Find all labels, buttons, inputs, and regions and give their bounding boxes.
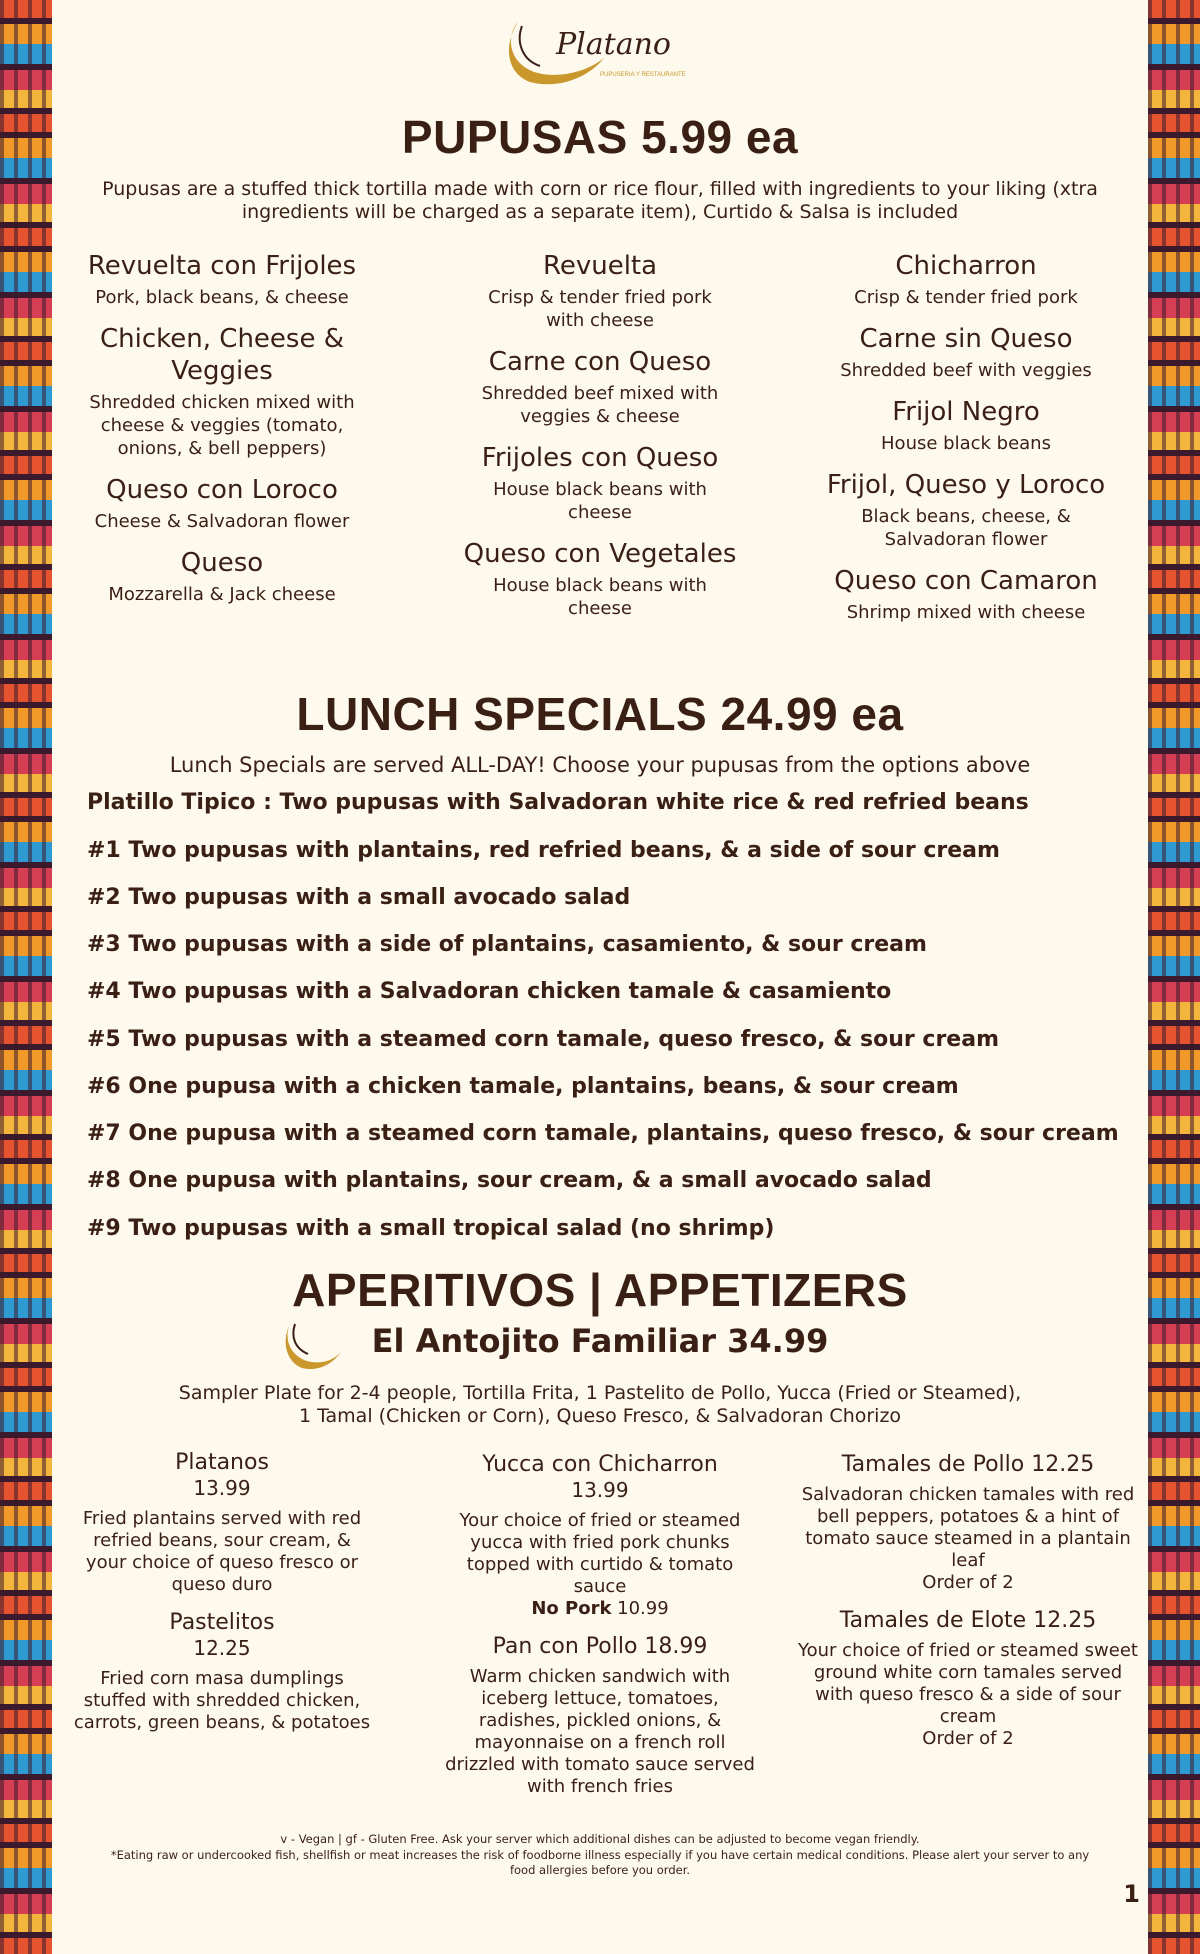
item-name: Queso [180, 548, 264, 578]
item-description: Shredded chicken mixed with cheese & veggies (tomato, onions, & bell peppers) [89, 392, 355, 459]
menu-item [796, 250, 1136, 309]
lunch-item: #6 One pupusa with a chicken tamale, plantains, beans, & sour cream [87, 1074, 959, 1099]
decorative-border-right [1148, 0, 1200, 1954]
item-description: Your choice of fried or steamed yucca with fried pork chunks topped with curtido & tomato sauce [459, 1510, 741, 1597]
menu-item [432, 250, 768, 332]
platano-logo-icon [500, 18, 700, 94]
item-name: Revuelta [542, 251, 658, 281]
item-description: Black beans, cheese, & Salvadoran flower [861, 506, 1071, 550]
item-name: Tamales de Elote 12.25 [839, 1608, 1097, 1633]
item-description: House black beans with cheese [493, 479, 707, 523]
pupusas-title: PUPUSAS 5.99 ea [401, 111, 799, 163]
menu-item [796, 323, 1136, 382]
lunch-item: #4 Two pupusas with a Salvadoran chicken tamale & casamiento [87, 979, 892, 1004]
item-name: Frijol Negro [892, 397, 1040, 427]
item-description: Fried corn masa dumplings stuffed with shredded chicken, carrots, green beans, & potatoes [73, 1668, 371, 1733]
feature-item-name: El Antojito Familiar 34.99 [371, 1322, 829, 1360]
item-name: Pastelitos [169, 1610, 275, 1635]
item-name: Queso con Camaron [834, 566, 1098, 596]
menu-item [62, 323, 382, 460]
item-name: Revuelta con Frijoles [87, 251, 357, 281]
menu-item [432, 442, 768, 524]
appetizers-column-3 [792, 1452, 1144, 1764]
footer-note-allergy: *Eating raw or undercooked fish, shellfish or meat increases the risk of foodborne illness especially if you have certain medical conditions. Please alert your server to any food allergies before you order. [110, 1848, 1090, 1877]
item-description: Cheese & Salvadoran flower [94, 511, 350, 532]
feature-row [52, 1318, 1148, 1362]
menu-item [796, 396, 1136, 455]
menu-item [62, 474, 382, 533]
item-description: House black beans with cheese [493, 575, 707, 619]
item-name: Frijoles con Queso [481, 443, 719, 473]
menu-item [432, 1452, 768, 1620]
item-description: Shredded beef with veggies [840, 360, 1092, 381]
item-name: Carne sin Queso [859, 324, 1073, 354]
item-price: 13.99 [193, 1476, 251, 1500]
pupusas-column-3 [796, 250, 1136, 638]
item-name: Platanos [175, 1450, 269, 1475]
item-description: Crisp & tender fried pork with cheese [488, 287, 712, 331]
order-size: Order of 2 [922, 1572, 1014, 1593]
lunch-item: #7 One pupusa with a steamed corn tamale, plantains, queso fresco, & sour cream [87, 1121, 1119, 1146]
menu-item [62, 547, 382, 606]
decorative-border-left [0, 0, 52, 1954]
lunch-item: Platillo Tipico : Two pupusas with Salvadoran white rice & red refried beans [87, 790, 1029, 815]
item-name: Frijol, Queso y Loroco [826, 470, 1106, 500]
footer-note-vegan: v - Vegan | gf - Gluten Free. Ask your server which additional dishes can be adjusted to become vegan friendly. [280, 1832, 920, 1846]
menu-item [796, 565, 1136, 624]
lunch-item: #5 Two pupusas with a steamed corn tamale, queso fresco, & sour cream [87, 1027, 999, 1052]
menu-item [432, 1634, 768, 1798]
order-size: Order of 2 [922, 1728, 1014, 1749]
item-description: Salvadoran chicken tamales with red bell peppers, potatoes & a hint of tomato sauce steamed in a plantain leaf [801, 1484, 1135, 1571]
menu-item [792, 1608, 1144, 1750]
item-name: Pan con Pollo 18.99 [492, 1634, 708, 1659]
logo [52, 18, 1148, 96]
menu-item [796, 469, 1136, 551]
menu-item [72, 1450, 372, 1596]
no-pork-price: 10.99 [611, 1598, 669, 1619]
item-description: Shrimp mixed with cheese [846, 602, 1086, 623]
item-description: House black beans [881, 433, 1051, 454]
lunch-intro: Lunch Specials are served ALL-DAY! Choose your pupusas from the options above [169, 753, 1031, 777]
menu-item [62, 250, 382, 309]
menu-item [72, 1610, 372, 1734]
item-description: Shredded beef mixed with veggies & cheese [481, 383, 719, 427]
feature-item-description: Sampler Plate for 2-4 people, Tortilla Frita, 1 Pastelito de Pollo, Yucca (Fried or Steamed), 1 Tamal (Chicken or Corn), Queso Fresco, & Salvadoran Chorizo [178, 1382, 1022, 1427]
page-number: 1 [1123, 1880, 1140, 1908]
menu-item [432, 346, 768, 428]
no-pork-label: No Pork [531, 1598, 612, 1619]
logo-tagline: PUPUSERIA Y RESTAURANTE [600, 72, 686, 78]
item-price: 13.99 [571, 1478, 629, 1502]
lunch-item: #8 One pupusa with plantains, sour cream, & a small avocado salad [87, 1168, 932, 1193]
lunch-item: #1 Two pupusas with plantains, red refried beans, & a side of sour cream [87, 838, 1000, 863]
item-name: Chicken, Cheese & Veggies [100, 324, 344, 386]
item-description: Your choice of fried or steamed sweet ground white corn tamales served with queso fresco & a side of sour cream [798, 1640, 1138, 1727]
lunch-item: #3 Two pupusas with a side of plantains, casamiento, & sour cream [87, 932, 927, 957]
appetizers-column-1 [72, 1450, 372, 1748]
appetizers-column-2 [432, 1452, 768, 1812]
item-description: Pork, black beans, & cheese [95, 287, 349, 308]
item-name: Tamales de Pollo 12.25 [841, 1452, 1095, 1477]
item-name: Carne con Queso [488, 347, 712, 377]
item-name: Queso con Vegetales [463, 539, 737, 569]
item-name: Chicharron [895, 251, 1037, 281]
item-description: Warm chicken sandwich with iceberg lettuce, tomatoes, radishes, pickled onions, & mayonnaise on a french roll drizzled with tomato sauce served with french fries [445, 1666, 755, 1797]
item-description: Fried plantains served with red refried beans, sour cream, & your choice of queso fresco or queso duro [82, 1508, 362, 1595]
pupusas-column-2 [432, 250, 768, 634]
pupusas-column-1 [62, 250, 382, 620]
lunch-item: #2 Two pupusas with a small avocado salad [87, 885, 631, 910]
lunch-title: LUNCH SPECIALS 24.99 ea [296, 688, 904, 740]
pupusas-intro: Pupusas are a stuffed thick tortilla made with corn or rice flour, filled with ingredients to your liking (xtra ingredients will be charged as a separate item), Curtido & Salsa is included [102, 178, 1098, 223]
menu-page [52, 0, 1148, 1954]
item-description: Mozzarella & Jack cheese [108, 584, 336, 605]
logo-wordmark: Platano [556, 27, 671, 62]
menu-item [432, 538, 768, 620]
lunch-item: #9 Two pupusas with a small tropical salad (no shrimp) [87, 1216, 775, 1241]
item-name: Yucca con Chicharron [482, 1452, 718, 1477]
item-price: 12.25 [193, 1636, 251, 1660]
item-description: Crisp & tender fried pork [854, 287, 1078, 308]
appetizers-title: APERITIVOS | APPETIZERS [292, 1264, 908, 1316]
menu-item [792, 1452, 1144, 1594]
item-name: Queso con Loroco [106, 475, 338, 505]
